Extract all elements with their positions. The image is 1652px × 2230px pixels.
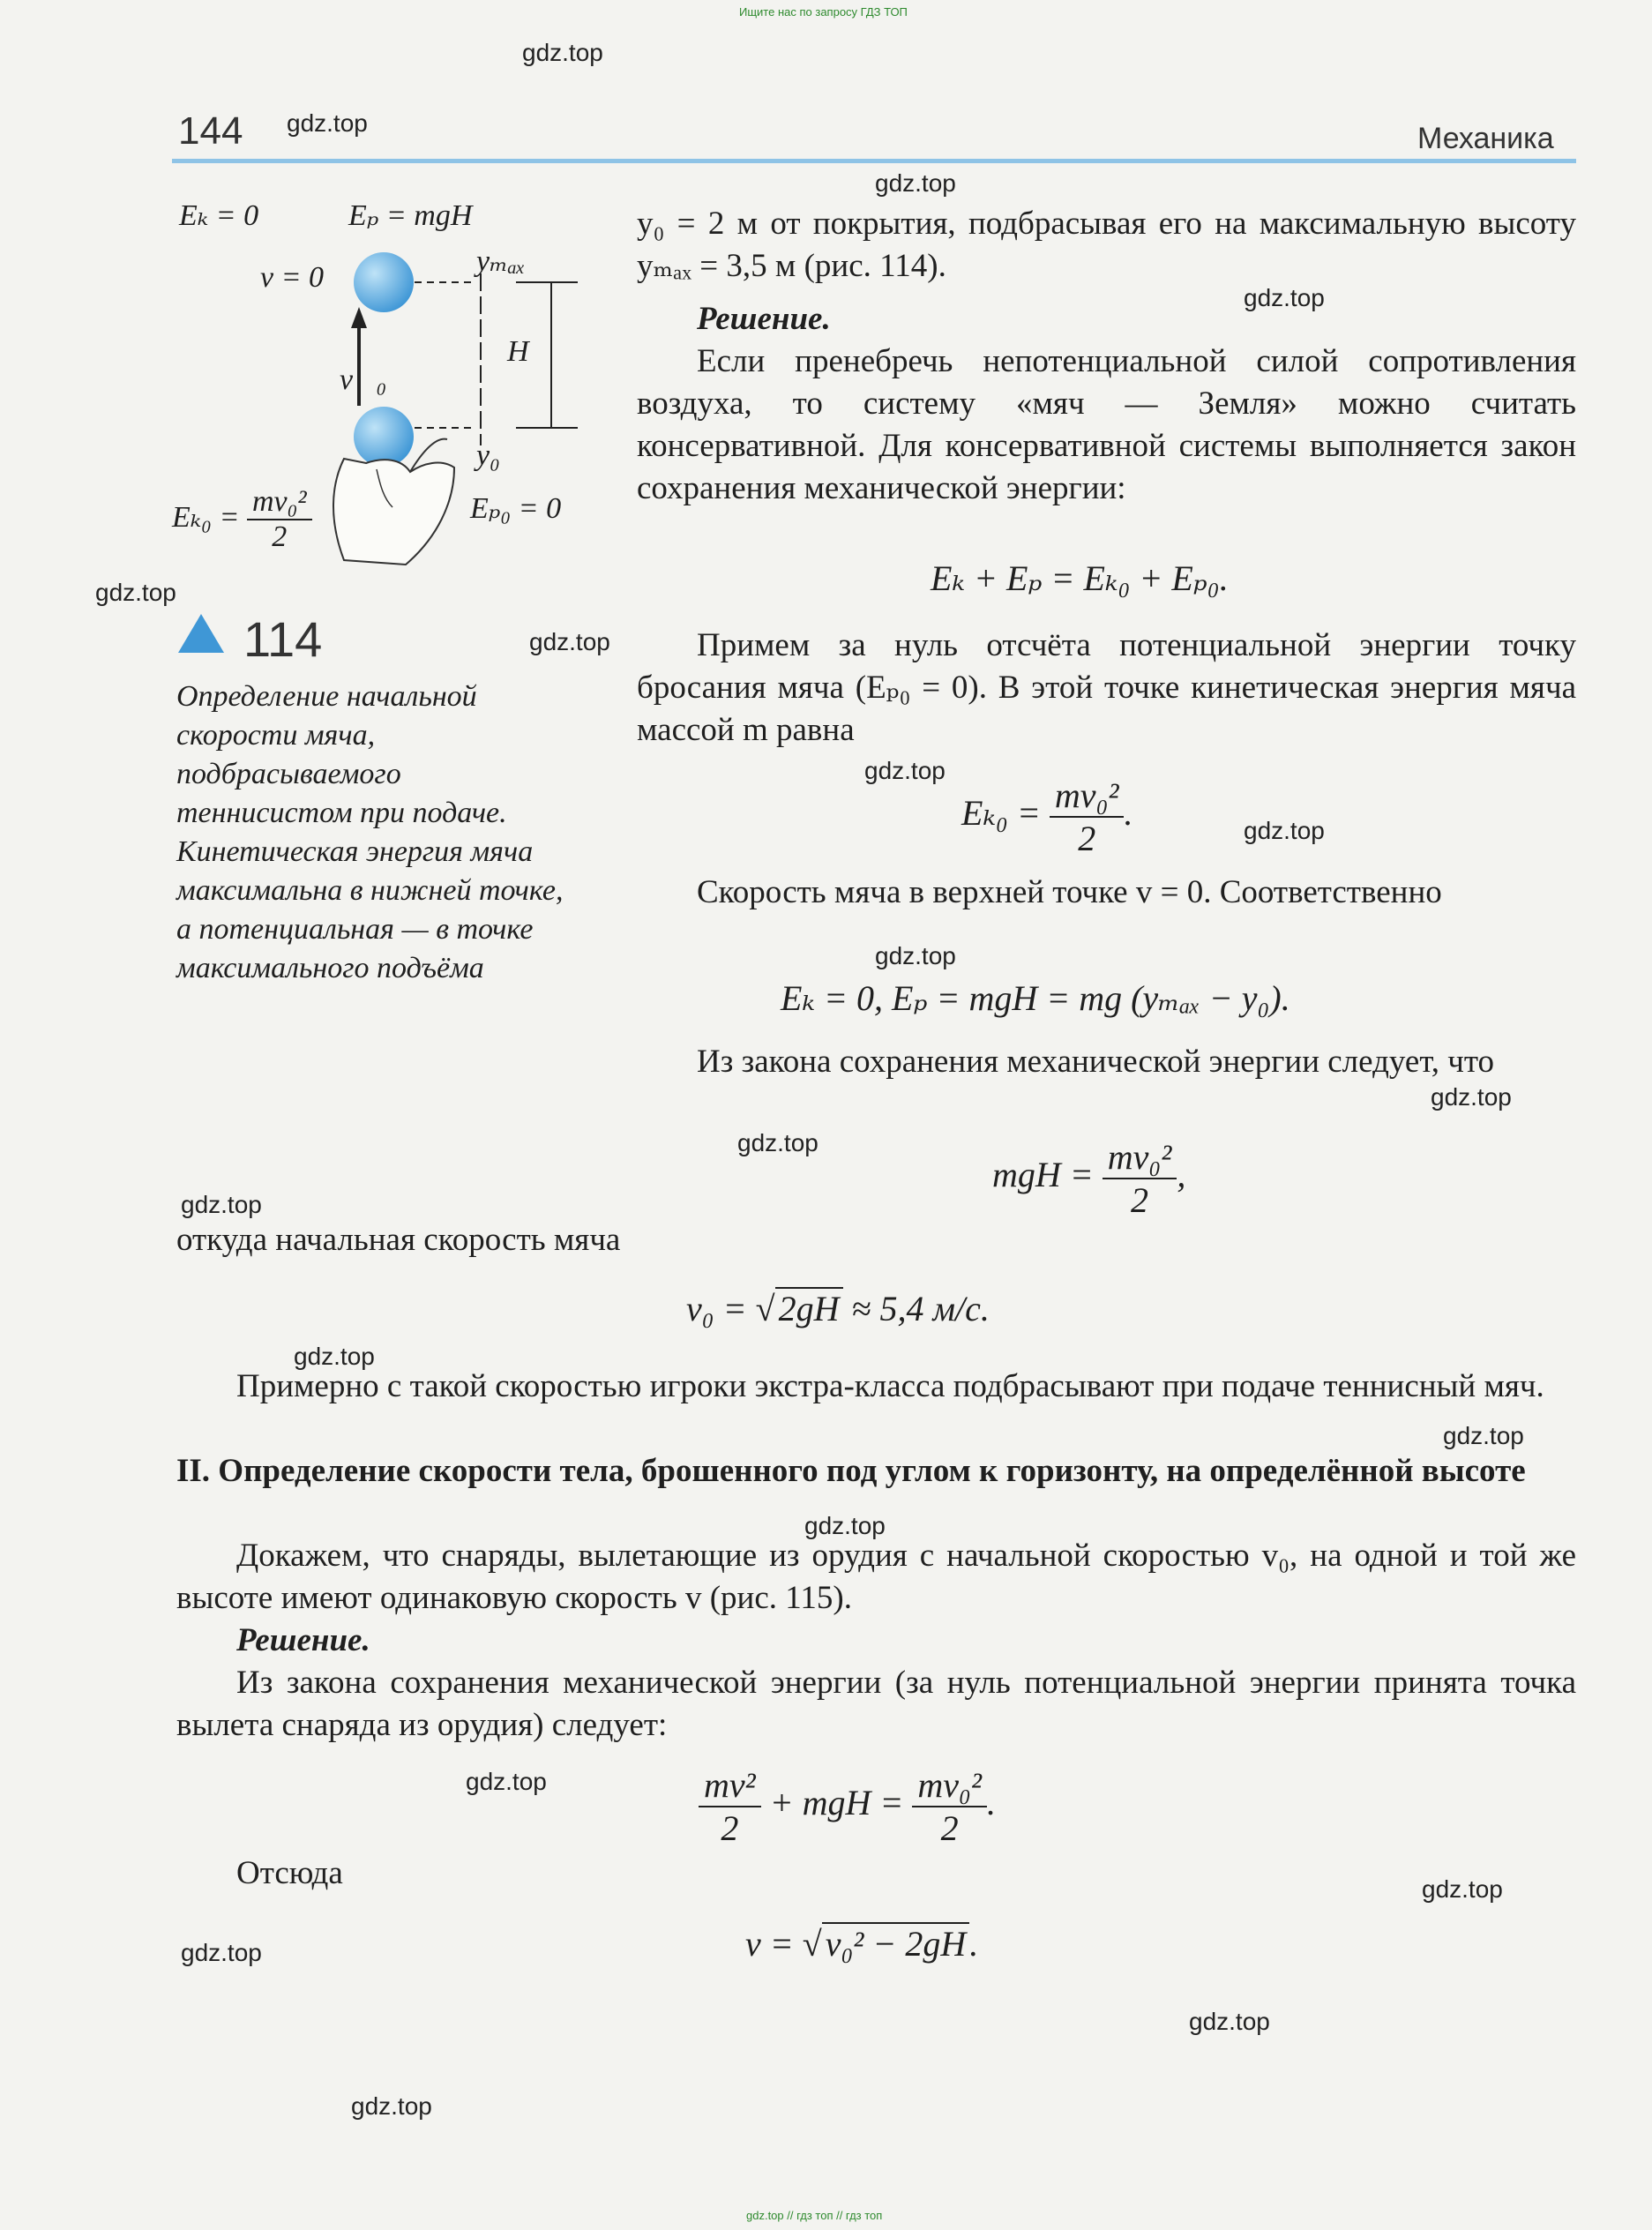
watermark: gdz.top xyxy=(875,942,956,969)
watermark: gdz.top xyxy=(522,39,603,66)
watermark: gdz.top xyxy=(351,2092,432,2120)
ball-top xyxy=(354,252,414,312)
paragraph-5: откуда начальная скорость мяча xyxy=(176,1222,621,1258)
paragraph-3: Скорость мяча в верхней точке v = 0. Соответственно xyxy=(697,874,1442,910)
equation-1: Eₖ + Eₚ = Eₖ₀ + Eₚ₀. xyxy=(931,558,1229,598)
heading-2: II. Определение скорости тела, брошенного под углом к горизонту, на определённой высоте xyxy=(176,1453,1526,1489)
watermark: gdz.top xyxy=(1443,1422,1524,1449)
watermark: gdz.top xyxy=(181,1939,262,1966)
equation-5: v₀ = √ 2gH ≈ 5,4 м/с. xyxy=(686,1289,990,1328)
label-h: H xyxy=(507,335,529,368)
watermark: gdz.top xyxy=(1189,2008,1270,2035)
paragraph-4: Из закона сохранения механической энергии следует, что xyxy=(697,1044,1495,1080)
figure-number xyxy=(176,612,226,659)
watermark: gdz.top xyxy=(1431,1083,1512,1111)
watermark: gdz.top xyxy=(875,169,956,197)
paragraph-1: Если пренебречь непотенциальной силой сопротивления воздуха, то систему «мяч — Земля» можно считать консервативной. Для консервативной системы выполняется закон сохранения механической энергии: xyxy=(637,343,1576,506)
label-ep-top: Eₚ = mgH xyxy=(348,199,473,232)
figure-114 xyxy=(172,194,631,573)
watermark: gdz.top xyxy=(737,1129,819,1156)
header-rule xyxy=(172,159,1576,163)
equation-3: Eₖ = 0, Eₚ = mgH = mg (yₘₐₓ − y₀). xyxy=(781,978,1290,1018)
ball-bottom xyxy=(354,407,414,467)
watermark: gdz.top xyxy=(864,757,946,784)
watermark: gdz.top xyxy=(466,1768,547,1795)
label-v-zero: v = 0 xyxy=(260,261,325,294)
paragraph-2: Примем за нуль отсчёта потенциальной энергии точку бросания мяча (Eₚ₀ = 0). В этой точке кинетическая энергия мяча массой m равна xyxy=(637,627,1576,748)
label-ek0: Eₖ₀ = $\frac{\text{mv₀²}}{2}$ xyxy=(172,485,312,554)
section-title: Механика xyxy=(1417,122,1554,155)
equation-6: $\frac{\text{mv²}}{2}$ + mgH = $\frac{\text{mv₀²}}{2}$ . xyxy=(699,1764,996,1849)
intro-text: y₀ = 2 м от покрытия, подбрасывая его на максимальную высоту yₘₐₓ = 3,5 м (рис. 114). xyxy=(637,206,1576,284)
hand-shape xyxy=(333,459,454,565)
figure-number-text: 114 xyxy=(243,611,323,667)
solution-label-1: Решение. xyxy=(697,301,831,337)
label-y0: y₀ xyxy=(476,439,500,472)
watermark: gdz.top xyxy=(804,1512,886,1539)
equation-4: mgH = $\frac{\text{mv₀²}}{2}$ , xyxy=(992,1137,1186,1220)
paragraph-9: Отсюда xyxy=(236,1855,343,1891)
watermark: gdz.top xyxy=(294,1343,375,1370)
triangle-icon xyxy=(176,612,226,655)
watermark: gdz.top xyxy=(287,109,368,137)
bottom-note: gdz.top // гдз топ // гдз топ xyxy=(746,2209,883,2222)
equation-7: v = √ v₀² − 2gH . xyxy=(745,1924,979,1964)
watermark: gdz.top xyxy=(529,628,610,655)
watermark: gdz.top xyxy=(181,1191,262,1218)
label-ek-top: Eₖ = 0 xyxy=(179,199,259,232)
label-v0: v⃗₀ xyxy=(340,363,387,396)
equation-2: Eₖ₀ = $\frac{\text{mv₀²}}{2}$ . xyxy=(961,775,1133,858)
figure-caption: Определение начальной скорости мяча, подбрасываемого теннисистом при подаче. Кинетическая энергия мяча максимальна в нижней точке, а потенциальная — в точке максимального подъёма xyxy=(176,680,564,984)
paragraph-6: Примерно с такой скоростью игроки экстра-класса подбрасывают при подаче теннисный мяч. xyxy=(236,1368,1544,1404)
watermark: gdz.top xyxy=(1244,284,1325,311)
page-number: 144 xyxy=(178,109,243,153)
label-ep0: Eₚ₀ = 0 xyxy=(470,492,562,525)
solution-label-2: Решение. xyxy=(236,1622,370,1658)
watermark: gdz.top xyxy=(95,579,176,606)
paragraph-8: Из закона сохранения механической энергии (за нуль потенциальной энергии принята точка вылета снаряда из орудия) следует: xyxy=(176,1665,1576,1743)
top-note: Ищите нас по запросу ГДЗ ТОП xyxy=(739,5,908,19)
watermark: gdz.top xyxy=(1422,1875,1503,1903)
watermark: gdz.top xyxy=(1244,817,1325,844)
paragraph-7: Докажем, что снаряды, вылетающие из орудия с начальной скоростью v₀, на одной и той же высоте имеют одинаковую скорость v (рис. 115). xyxy=(176,1538,1576,1616)
label-ymax: yₘₐₓ xyxy=(476,245,526,278)
